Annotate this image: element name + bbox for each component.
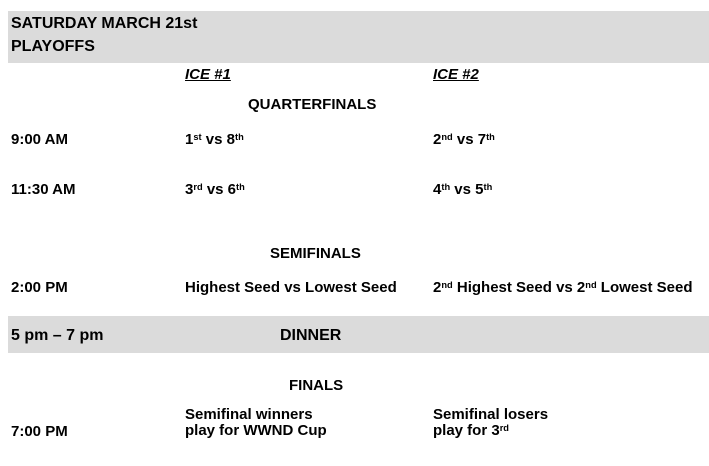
schedule-date: SATURDAY MARCH 21st xyxy=(11,15,198,32)
quarterfinals-heading: QUARTERFINALS xyxy=(248,96,377,113)
matchup-final-ice2: Semifinal losers play for 3rd xyxy=(433,406,549,439)
schedule-title: PLAYOFFS xyxy=(11,38,95,55)
matchup-sf-ice2: 2nd Highest Seed vs 2nd Lowest Seed xyxy=(433,279,693,296)
column-header-ice1: ICE #1 xyxy=(185,66,231,83)
time-final: 7:00 PM xyxy=(11,423,68,440)
matchup-qf1-ice1: 1st vs 8th xyxy=(185,131,244,148)
matchup-qf1-ice2: 2nd vs 7th xyxy=(433,131,495,148)
dinner-band xyxy=(8,316,709,353)
time-quarterfinal-2: 11:30 AM xyxy=(11,181,76,198)
semifinals-heading: SEMIFINALS xyxy=(270,245,361,262)
finals-heading: FINALS xyxy=(289,377,344,394)
dinner-time: 5 pm – 7 pm xyxy=(11,327,104,344)
time-quarterfinal-1: 9:00 AM xyxy=(11,131,68,148)
time-semifinal: 2:00 PM xyxy=(11,279,68,296)
matchup-qf2-ice2: 4th vs 5th xyxy=(433,181,493,198)
dinner-label: DINNER xyxy=(280,327,342,344)
column-header-ice2: ICE #2 xyxy=(433,66,479,83)
matchup-sf-ice1: Highest Seed vs Lowest Seed xyxy=(185,279,397,296)
matchup-qf2-ice1: 3rd vs 6th xyxy=(185,181,245,198)
matchup-final-ice1: Semifinal winners play for WWND Cup xyxy=(185,406,327,439)
